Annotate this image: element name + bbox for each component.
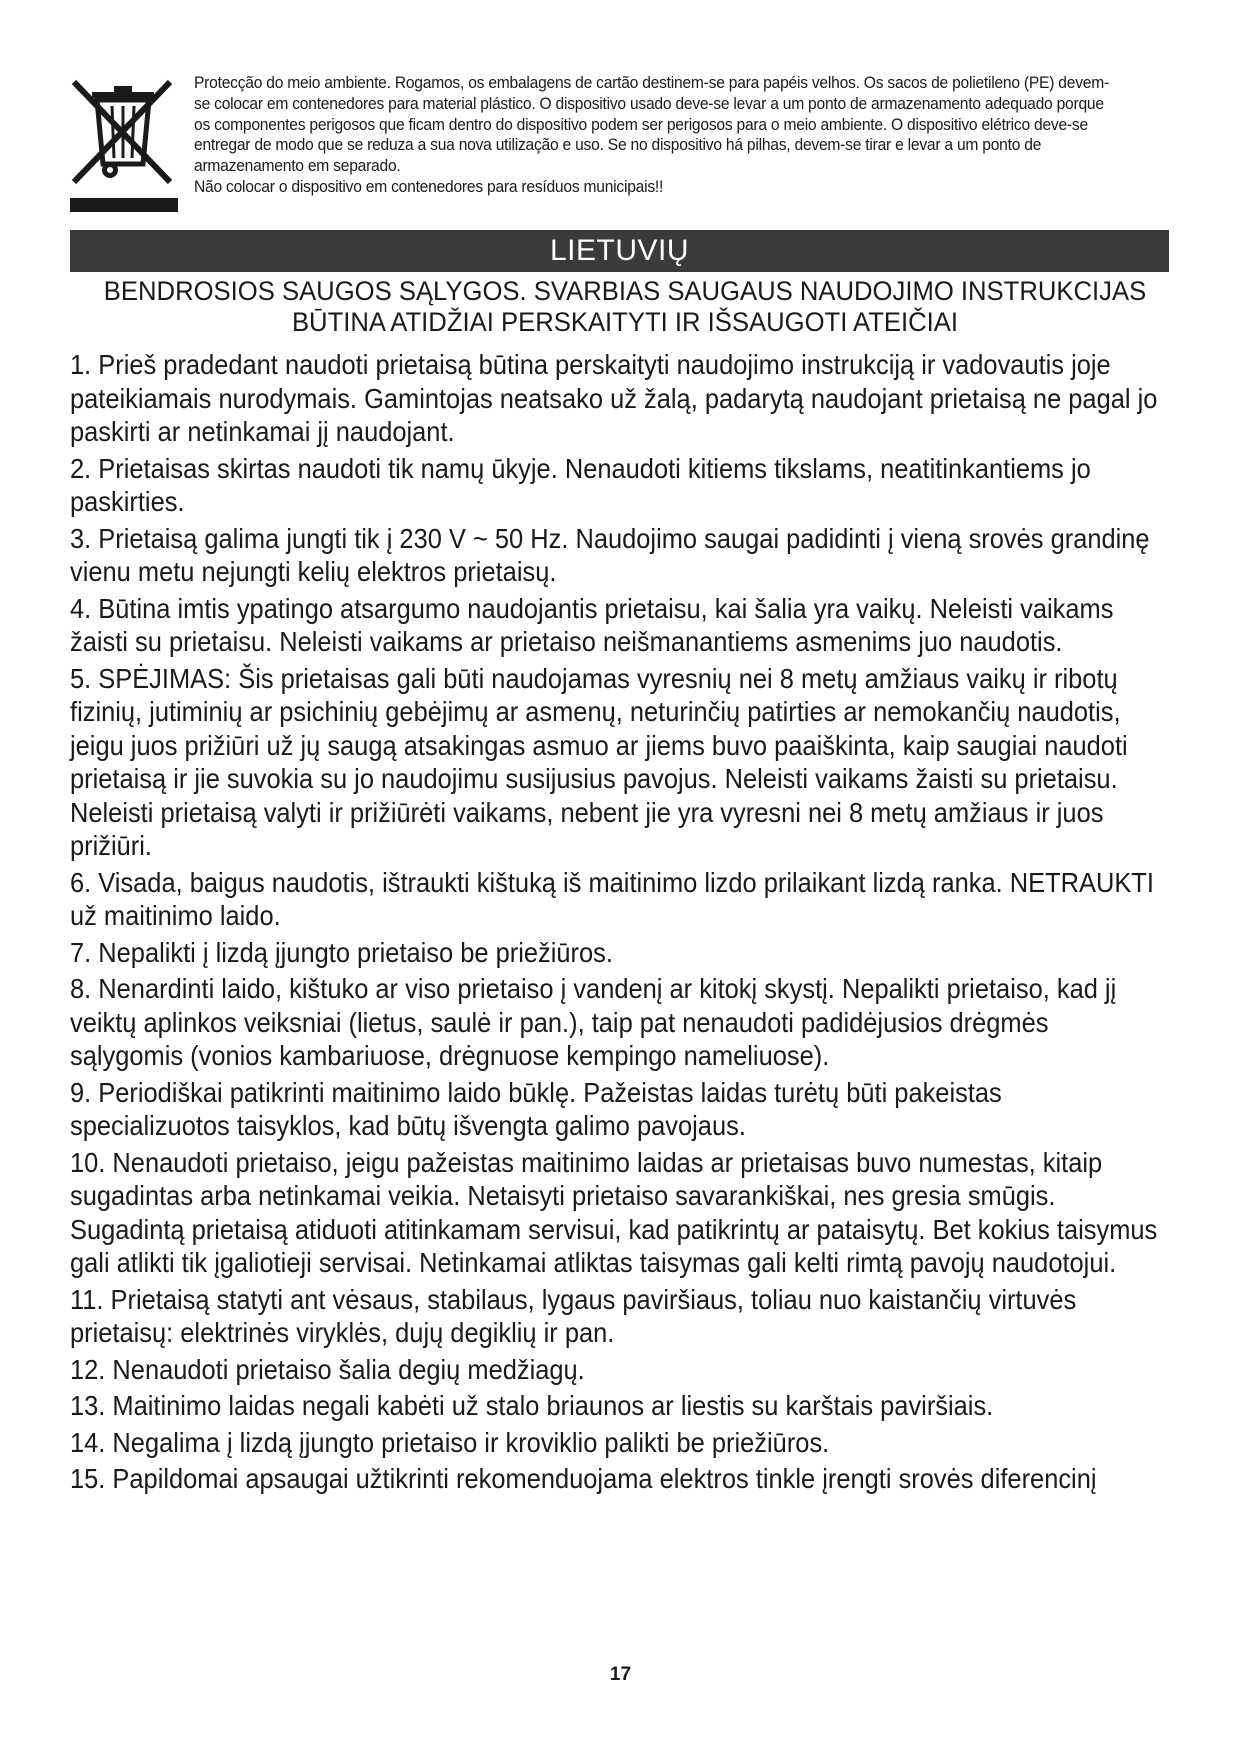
instruction-item: 6. Visada, baigus naudotis, ištraukti kištuką iš maitinimo lizdo prilaikant lizdą ranka. NETRAUKTI už maitinimo laido. (70, 866, 1154, 931)
instruction-item: 15. Papildomai apsaugai užtikrinti rekomenduojama elektros tinkle įrengti srovės diferencinį (70, 1463, 1097, 1494)
language-header: LIETUVIŲ (70, 230, 1169, 272)
environment-text: Protecção do meio ambiente. Rogamos, os embalagens de cartão destinem-se para papéis velhos. Os sacos de polietileno (PE) devem-se colocar em contenedores para material plástico. O dispositivo usado deve-se levar a um ponto de armazenamento adequado porque os componentes perigosos que ficam dentro do dispositivo podem ser perigosos para o meio ambiente. O dispositivo elétrico deve-se entregar de modo que se reduza a sua nova utilização e uso. Se no dispositivo há pilhas, devem-se tirar e levar a um ponto de armazenamento em separado. (194, 73, 1109, 176)
instruction-item: 3. Prietaisą galima jungti tik į 230 V ~ 50 Hz. Naudojimo saugai padidinti į vieną srovės grandinę vienu metu nejungti kelių elektros prietaisų. (70, 522, 1150, 587)
instructions-list (70, 348, 1162, 1499)
instruction-item: 4. Būtina imtis ypatingo atsargumo naudojantis prietaisu, kai šalia yra vaikų. Neleisti vaikams žaisti su prietaisu. Neleisti vaikams ar prietaiso neišmanantiems asmenims juo naudotis. (70, 592, 1114, 657)
instruction-item: 1. Prieš pradedant naudoti prietaisą būtina perskaityti naudojimo instrukciją ir vadovautis joje pateikiamais nurodymais. Gamintojas neatsako už žalą, padarytą naudojant prietaisą ne pagal jo paskirti ar netinkamai jį naudojant. (70, 349, 1158, 447)
safety-title-line-1: BENDROSIOS SAUGOS SĄLYGOS. SVARBIAS SAUGAUS NAUDOJIMO INSTRUKCIJAS (103, 276, 1147, 306)
instruction-item: 13. Maitinimo laidas negali kabėti už stalo briaunos ar liestis su karštais paviršiais. (70, 1390, 994, 1421)
instruction-item: 10. Nenaudoti prietaiso, jeigu pažeistas maitinimo laidas ar prietaisas buvo numestas, kitaip sugadintas arba netinkamai veikia. Netaisyti prietaiso savarankiškai, nes gresia smūgis. Sugadintą prietaisą atiduoti atitinkamam servisui, kad patikrintų ar pataisytų. Bet kokius taisymus gali atlikti tik įgaliotieji servisai. Netinkamai atliktas taisymas gali kelti rimtą pavojų naudotojui. (70, 1146, 1158, 1278)
instruction-item: 2. Prietaisas skirtas naudoti tik namų ūkyje. Nenaudoti kitiems tikslams, neatitinkantiems jo paskirties. (70, 452, 1091, 517)
safety-title (98, 276, 1153, 338)
crossed-out-wheelie-bin-icon (70, 78, 178, 212)
instruction-item: 7. Nepalikti į lizdą įjungto prietaiso be priežiūros. (70, 936, 613, 968)
instruction-item: 8. Nenardinti laido, kištuko ar viso prietaiso į vandenį ar kitokį skystį. Nepalikti prietaiso, kad jį veiktų aplinkos veiksniai (lietus, saulė ir pan.), taip pat nenaudoti padidėjusios drėgmės sąlygomis (vonios kambariuose, drėgnuose kempingo nameliuose). (70, 973, 1117, 1071)
page-number: 17 (609, 1664, 632, 1685)
instruction-item: 11. Prietaisą statyti ant vėsaus, stabilaus, lygaus paviršiaus, toliau nuo kaistančių virtuvės prietaisų: elektrinės viryklės, dujų degiklių ir pan. (70, 1283, 1077, 1348)
instruction-item: 12. Nenaudoti prietaiso šalia degių medžiagų. (70, 1353, 585, 1385)
safety-title-line-2: BŪTINA ATIDŽIAI PERSKAITYTI IR IŠSAUGOTI ATEIČIAI (291, 307, 959, 337)
instruction-item: 9. Periodiškai patikrinti maitinimo laido būklę. Pažeistas laidas turėtų būti pakeistas specializuotos taisyklos, kad būtų išvengta galimo pavojaus. (70, 1076, 1002, 1141)
instruction-item: 14. Negalima į lizdą įjungto prietaiso ir kroviklio palikti be priežiūros. (70, 1426, 830, 1458)
instruction-item: 5. SPĖJIMAS: Šis prietaisas gali būti naudojamas vyresnių nei 8 metų amžiaus vaikų ir ribotų fizinių, jutiminių ar psichinių gebėjimų ar asmenų, neturinčių patirties ar nemokančių naudotis, jeigu juos prižiūri už jų saugą atsakingas asmuo ar jiems buvo paaiškinta, kaip saugiai naudoti prietaisą ir jie suvokia su jo naudojimu susijusius pavojus. Neleisti vaikams žaisti su prietaisu. Neleisti prietaisą valyti ir prižiūrėti vaikams, nebent jie yra vyresni nei 8 metų amžiaus ir juos prižiūri. (70, 662, 1128, 861)
environment-warning: Não colocar o dispositivo em contenedores para resíduos municipais!! (194, 176, 664, 196)
environment-notice (194, 73, 1115, 198)
